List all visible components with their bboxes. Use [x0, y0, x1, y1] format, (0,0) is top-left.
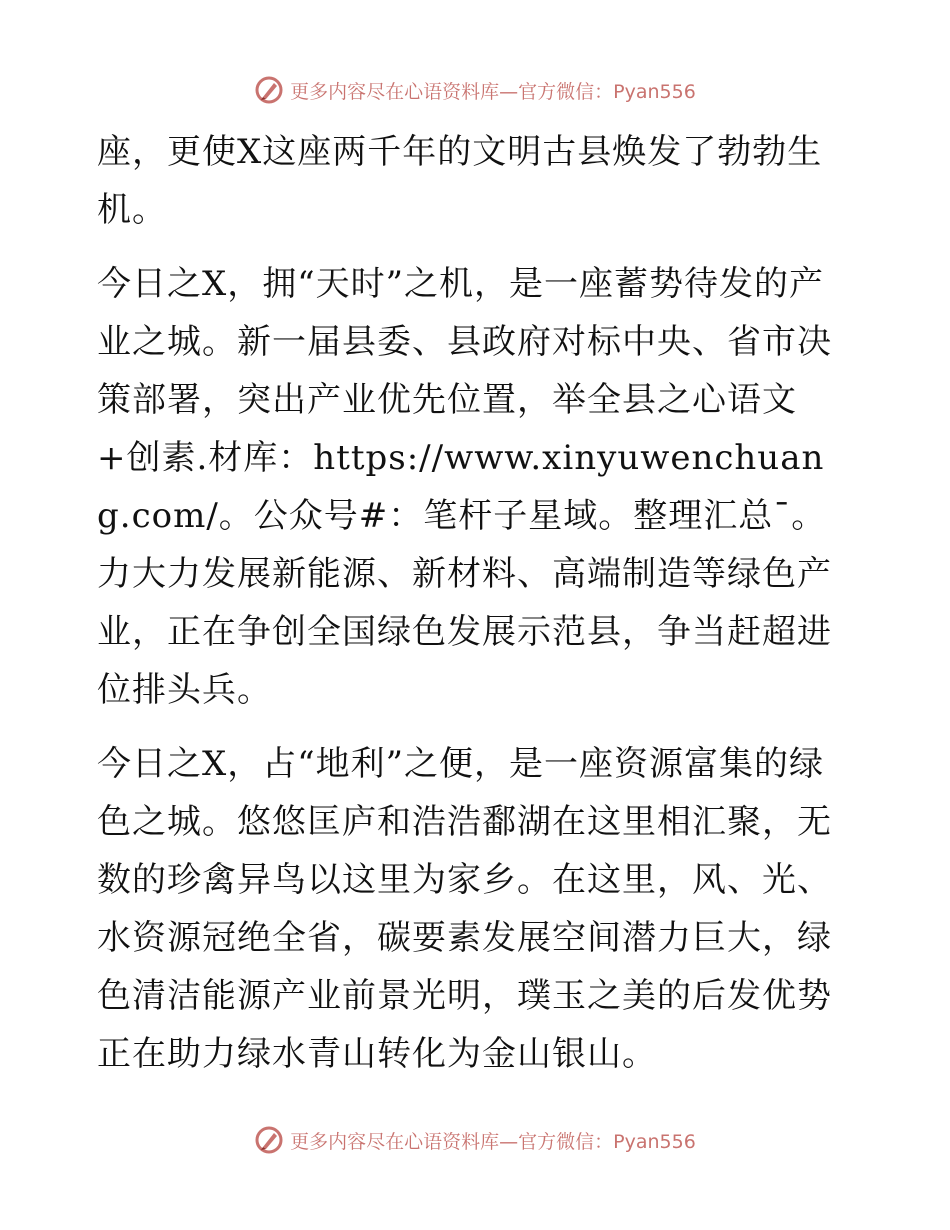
document-body — [97, 123, 857, 1099]
paragraph-1: 座，更使X这座两千年的文明古县焕发了勃勃生机。 — [97, 132, 823, 230]
paragraph-3: 今日之X，占“地利”之便，是一座资源富集的绿色之城。悠悠匡庐和浩浩鄱湖在这里相汇聚，无数的珍禽异鸟以这里为家乡。在这里，风、光、水资源冠绝全省，碳要素发展空间潜力巨大，绿色清洁能源产业前景光明，璞玉之美的后发优势正在助力绿水青山转化为金山银山。 — [97, 744, 832, 1074]
watermark-text: 更多内容尽在心语资料库—官方微信：Pyan556 — [290, 1130, 696, 1153]
pen-logo-icon — [254, 1125, 284, 1155]
footer-watermark — [0, 1122, 950, 1158]
watermark-text: 更多内容尽在心语资料库—官方微信：Pyan556 — [290, 80, 696, 103]
paragraph-2: 今日之X，拥“天时”之机，是一座蓄势待发的产业之城。新一届县委、县政府对标中央、省市决策部署，突出产业优先位置，举全县之心语文+创素.材库：https://www.xinyuwenchuang.com/。公众号#：笔杆子星域。整理汇总¯。力大力发展新能源、新材料、高端制造等绿色产业，正在争创全国绿色发展示范县，争当赶超进位排头兵。 — [97, 264, 832, 710]
pen-logo-icon — [254, 75, 284, 105]
header-watermark — [0, 72, 950, 108]
